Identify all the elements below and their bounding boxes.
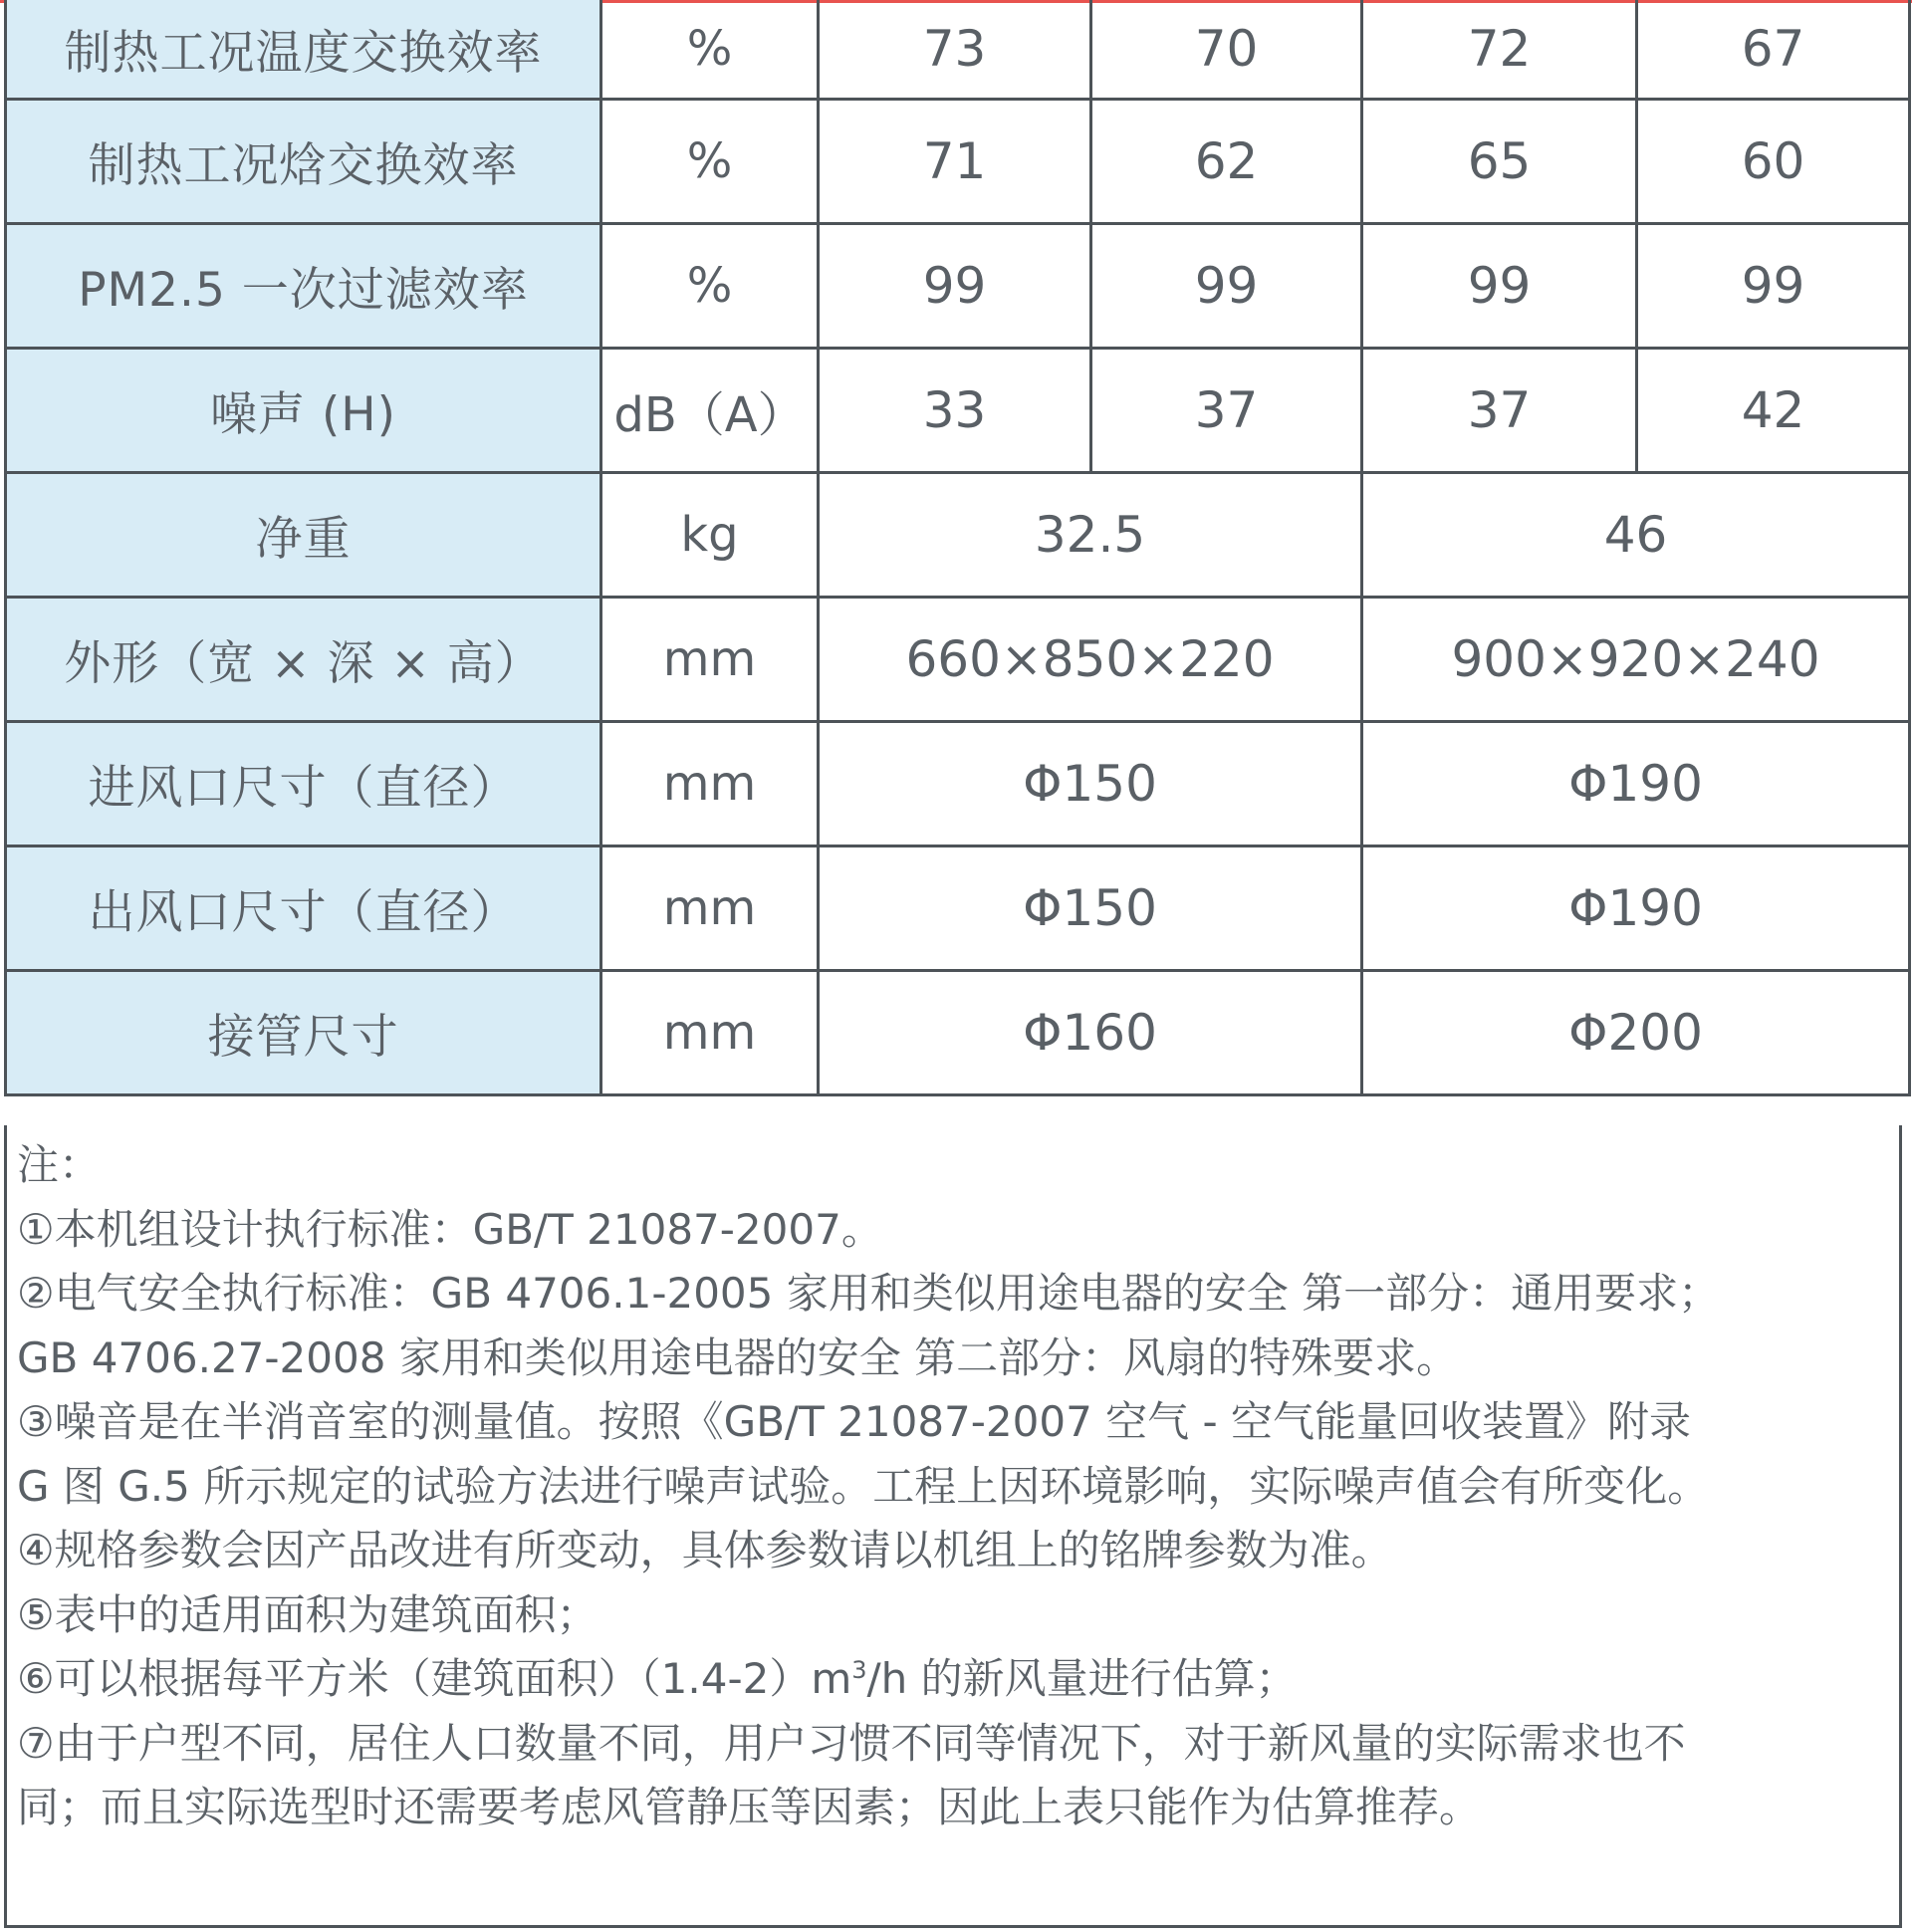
param-label: 制热工况温度交换效率 — [6, 0, 601, 100]
param-label: 进风口尺寸（直径） — [6, 722, 601, 846]
value-cell: 99 — [1362, 224, 1637, 349]
param-label: PM2.5 一次过滤效率 — [6, 224, 601, 349]
unit-cell: mm — [601, 971, 819, 1095]
note-line: ⑦由于户型不同，居住人口数量不同，用户习惯不同等情况下，对于新风量的实际需求也不 — [17, 1718, 1686, 1768]
table-row — [6, 100, 1910, 224]
value-cell: Φ190 — [1362, 722, 1910, 846]
value-cell: 72 — [1362, 0, 1637, 100]
note-line: ②电气安全执行标准：GB 4706.1-2005 家用和类似用途电器的安全 第一部分：通用要求； — [17, 1269, 1721, 1318]
value-cell: Φ150 — [819, 722, 1362, 846]
value-cell: 71 — [819, 100, 1091, 224]
value-cell: 70 — [1091, 0, 1362, 100]
value-cell: 99 — [1091, 224, 1362, 349]
value-cell: 99 — [819, 224, 1091, 349]
value-cell: 37 — [1091, 349, 1362, 473]
table-row — [6, 349, 1910, 473]
unit-cell: kg — [601, 473, 819, 598]
note-line: ③噪音是在半消音室的测量值。按照《GB/T 21087-2007 空气 - 空气能量回收装置》附录 — [17, 1397, 1692, 1446]
note-6-text: ⑥可以根据每平方米（建筑面积）（1.4-2）m — [17, 1654, 852, 1703]
param-label: 外形（宽 × 深 × 高） — [6, 598, 601, 722]
notes-heading: 注： — [17, 1140, 102, 1189]
value-cell: 73 — [819, 0, 1091, 100]
table-row — [6, 722, 1910, 846]
param-label: 制热工况焓交换效率 — [6, 100, 601, 224]
value-cell: 99 — [1637, 224, 1910, 349]
spec-table — [4, 0, 1911, 1096]
value-cell: 67 — [1637, 0, 1910, 100]
unit-cell: % — [601, 224, 819, 349]
table-row — [6, 971, 1910, 1095]
unit-cell: % — [601, 0, 819, 100]
table-row — [6, 598, 1910, 722]
note-6-text-end: /h 的新风量进行估算； — [866, 1654, 1298, 1703]
unit-cell: mm — [601, 598, 819, 722]
value-cell: 62 — [1091, 100, 1362, 224]
param-label: 净重 — [6, 473, 601, 598]
value-cell: 900×920×240 — [1362, 598, 1910, 722]
value-cell: 65 — [1362, 100, 1637, 224]
value-cell: 660×850×220 — [819, 598, 1362, 722]
table-row — [6, 846, 1910, 971]
value-cell: Φ160 — [819, 971, 1362, 1095]
table-row — [6, 224, 1910, 349]
unit-cell: mm — [601, 722, 819, 846]
note-line: ④规格参数会因产品改进有所变动，具体参数请以机组上的铭牌参数为准。 — [17, 1526, 1393, 1574]
param-label: 接管尺寸 — [6, 971, 601, 1095]
value-cell: 46 — [1362, 473, 1910, 598]
value-cell: Φ200 — [1362, 971, 1910, 1095]
value-cell: 42 — [1637, 349, 1910, 473]
notes-section — [4, 1125, 1902, 1928]
unit-cell: dB（A） — [601, 349, 819, 473]
value-cell: 37 — [1362, 349, 1637, 473]
table-row — [6, 0, 1910, 100]
value-cell: 60 — [1637, 100, 1910, 224]
superscript-3: 3 — [851, 1656, 867, 1684]
note-line-6 — [17, 1647, 1889, 1712]
note-line: ①本机组设计执行标准：GB/T 21087-2007。 — [17, 1204, 883, 1254]
unit-cell: mm — [601, 846, 819, 971]
value-cell: 33 — [819, 349, 1091, 473]
param-label: 出风口尺寸（直径） — [6, 846, 601, 971]
value-cell: Φ150 — [819, 846, 1362, 971]
unit-cell: % — [601, 100, 819, 224]
note-line: G 图 G.5 所示规定的试验方法进行噪声试验。工程上因环境影响，实际噪声值会有所变化。 — [17, 1461, 1710, 1511]
value-cell: 32.5 — [819, 473, 1362, 598]
table-row — [6, 473, 1910, 598]
note-line: ⑤表中的适用面积为建筑面积； — [17, 1589, 598, 1639]
note-line: 同；而且实际选型时还需要考虑风管静压等因素；因此上表只能作为估算推荐。 — [17, 1783, 1482, 1831]
note-line: GB 4706.27-2008 家用和类似用途电器的安全 第二部分：风扇的特殊要求。 — [17, 1332, 1459, 1382]
param-label: 噪声 (H) — [6, 349, 601, 473]
value-cell: Φ190 — [1362, 846, 1910, 971]
